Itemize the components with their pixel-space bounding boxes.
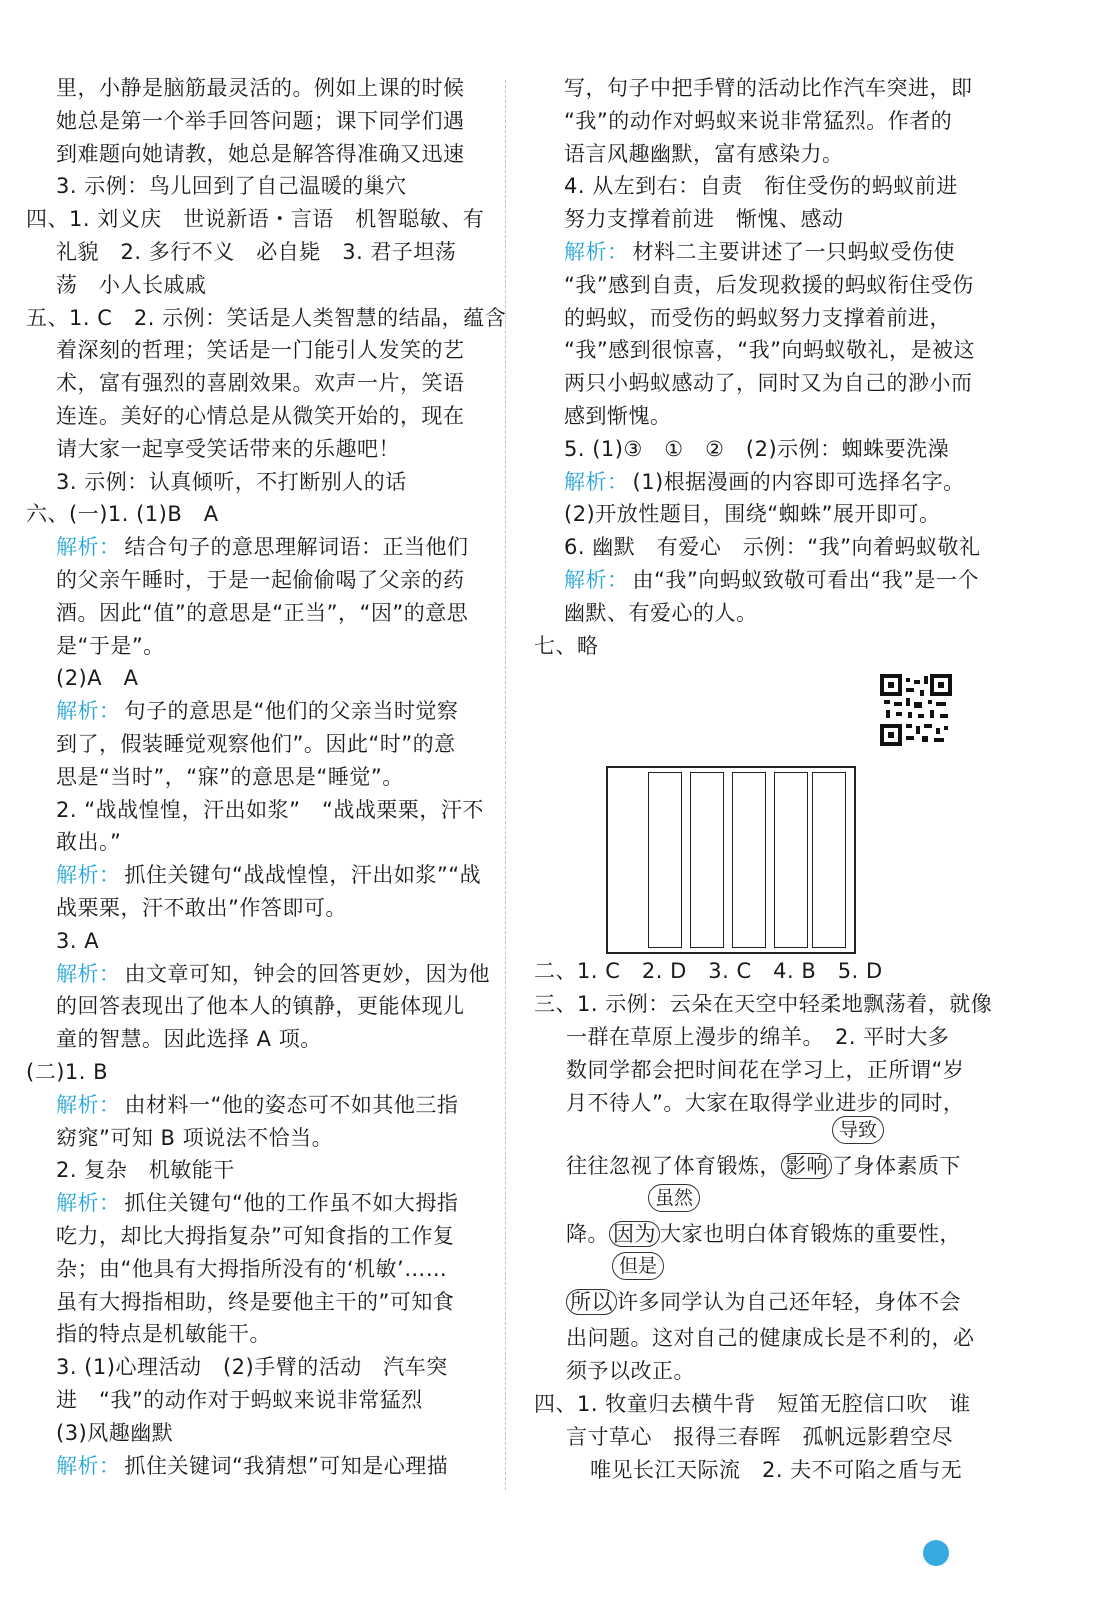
- right-text-line: 4. 从左到右：自责 衔住受伤的蚂蚁前进: [564, 174, 958, 199]
- right-text-line: 三、1. 示例：云朵在天空中轻柔地飘荡着，就像: [534, 992, 993, 1016]
- left-text-line: 2. “战战惶惶，汗出如浆” “战战栗栗，汗不: [56, 797, 484, 822]
- right-text-line: 解析： (1)根据漫画的内容即可选择名字。: [564, 469, 965, 494]
- right-text-line: 七、略: [534, 633, 599, 658]
- left-text-line: 窈窕”可知 B 项说法不恰当。: [56, 1125, 334, 1150]
- poem-line: [774, 772, 808, 948]
- right-text-line: “我”感到很惊喜，“我”向蚂蚁敬礼，是被这: [564, 338, 976, 363]
- edit-line-1: 往往忽视了体育锻炼， 影响 了身体素质下: [566, 1154, 961, 1178]
- left-text-line: 着深刻的哲理；笑话是一门能引人发笑的艺: [56, 338, 465, 363]
- left-text-line: 指的特点是机敏能干。: [56, 1322, 271, 1347]
- left-text-line: 里，小静是脑筋最灵活的。例如上课的时候: [56, 76, 465, 100]
- left-text-line: 杂；由“他具有大拇指所没有的‘机敏’……: [56, 1256, 448, 1281]
- left-text-line: 解析： 由文章可知，钟会的回答更妙，因为他: [56, 961, 490, 986]
- left-text-line: 是“于是”。: [56, 633, 165, 658]
- left-text-line: 3. A: [56, 928, 100, 953]
- left-text-line: (二)1. B: [26, 1060, 109, 1084]
- right-text-line: 努力支撑着前进 惭愧、感动: [564, 207, 844, 232]
- right-text-line: 出问题。这对自己的健康成长是不利的，必: [566, 1326, 975, 1350]
- right-text-line: 5. (1)③ ① ② (2)示例：蜘蛛要洗澡: [564, 436, 950, 461]
- left-text-line: (2)A A: [56, 666, 139, 691]
- left-text-line: 进 “我”的动作对于蚂蚁来说非常猛烈: [56, 1388, 423, 1412]
- left-text-line: 2. 复杂 机敏能干: [56, 1158, 235, 1183]
- left-text-line: 六、(一)1. (1)B A: [26, 502, 219, 527]
- page-number: [923, 1540, 949, 1566]
- right-text-line: 一群在草原上漫步的绵羊。 2. 平时大多: [566, 1025, 950, 1049]
- left-text-line: 请大家一起享受笑话带来的乐趣吧！: [56, 436, 400, 461]
- right-text-line: 解析： 由“我”向蚂蚁致敬可看出“我”是一个: [564, 568, 980, 592]
- right-text-line: 解析： 材料二主要讲述了一只蚂蚁受伤使: [564, 240, 955, 264]
- poem-line: [732, 772, 766, 948]
- qr-code-icon[interactable]: [880, 674, 952, 746]
- right-text-line: 月不待人”。大家在取得学业进步的同时，: [566, 1091, 965, 1115]
- left-text-line: 敢出。”: [56, 830, 122, 855]
- left-text-line: 四、1. 刘义庆 世说新语・言语 机智聪敏、有: [26, 207, 485, 232]
- edit-line-3: 所以 许多同学认为自己还年轻，身体不会: [566, 1286, 961, 1318]
- left-text-line: 解析： 句子的意思是“他们的父亲当时觉察: [56, 699, 459, 724]
- left-text-line: 解析： 抓住关键句“他的工作虽不如大拇指: [56, 1191, 459, 1216]
- right-text-line: 感到惭愧。: [564, 404, 672, 428]
- right-text-line: 语言风趣幽默，富有感染力。: [564, 141, 844, 166]
- circled-word: 影响: [781, 1153, 832, 1179]
- left-text-line: 她总是第一个举手回答问题；课下同学们遇: [56, 108, 465, 133]
- right-text-line: 数同学都会把时间花在学习上，正所谓“岁: [566, 1058, 965, 1082]
- left-text-line: 酒。因此“值”的意思是“正当”，“因”的意思: [56, 600, 469, 625]
- left-text-line: 荡 小人长戚戚: [56, 272, 207, 297]
- left-text-line: 3. (1)心理活动 (2)手臂的活动 汽车突: [56, 1355, 448, 1380]
- left-text-line: 解析： 结合句子的意思理解词语：正当他们: [56, 535, 469, 560]
- poem-author: [612, 772, 646, 948]
- right-text-line: 须予以改正。: [566, 1359, 695, 1383]
- poem-line: [648, 772, 682, 948]
- right-text-line: 幽默、有爱心的人。: [564, 600, 758, 625]
- left-text-line: 到难题向她请教，她总是解答得准确又迅速: [56, 141, 465, 166]
- poem-table: [606, 766, 856, 954]
- poem-line: [690, 772, 724, 948]
- edit-line-2: 降。 因为 大家也明白体育锻炼的重要性，: [566, 1222, 961, 1246]
- left-text-line: (3)风趣幽默: [56, 1420, 174, 1445]
- left-text-line: 五、1. C 2. 示例：笑话是人类智慧的结晶，蕴含: [26, 305, 507, 330]
- left-text-line: 童的智慧。因此选择 A 项。: [56, 1027, 322, 1052]
- right-text-line: 写，句子中把手臂的活动比作汽车突进，即: [564, 76, 973, 100]
- left-text-line: 战栗栗，汗不敢出”作答即可。: [56, 896, 347, 920]
- right-text-line: 言寸草心 报得三春晖 孤帆远影碧空尽: [566, 1425, 953, 1449]
- left-text-line: 连连。美好的心情总是从微笑开始的，现在: [56, 404, 465, 428]
- right-text-line: (2)开放性题目，围绕“蜘蛛”展开即可。: [564, 502, 941, 527]
- circled-word: 因为: [609, 1221, 660, 1247]
- column-divider: [505, 80, 506, 1490]
- poem-title: [812, 772, 846, 948]
- right-text-line: 两只小蚂蚁感动了，同时又为自己的渺小而: [564, 371, 973, 396]
- left-text-line: 礼貌 2. 多行不义 必自毙 3. 君子坦荡: [56, 240, 457, 264]
- left-text-line: 的回答表现出了他本人的镇静，更能体现儿: [56, 994, 465, 1019]
- right-text-line: 6. 幽默 有爱心 示例：“我”向着蚂蚁敬礼: [564, 535, 981, 560]
- left-text-line: 的父亲午睡时，于是一起偷偷喝了父亲的药: [56, 568, 465, 592]
- left-text-line: 解析： 抓住关键句“战战惶惶，汗出如浆”“战: [56, 863, 482, 888]
- right-text-line: 的蚂蚁，而受伤的蚂蚁努力支撑着前进，: [564, 305, 951, 330]
- left-text-line: 虽有大拇指相助，终是要他主干的”可知食: [56, 1289, 455, 1314]
- right-text-line: 二、1. C 2. D 3. C 4. B 5. D: [534, 959, 883, 983]
- left-text-line: 思是“当时”，“寐”的意思是“睡觉”。: [56, 764, 404, 789]
- inserted-word: 虽然: [648, 1184, 700, 1212]
- right-text-line: 唯见长江天际流 2. 夫不可陷之盾与无: [590, 1458, 963, 1482]
- right-text-line: “我”感到自责，后发现救援的蚂蚁衔住受伤: [564, 272, 974, 297]
- inserted-word: 导致: [832, 1116, 884, 1144]
- circled-word: 所以: [566, 1289, 617, 1315]
- inserted-word: 但是: [612, 1252, 664, 1280]
- left-text-line: 解析： 抓住关键词“我猜想”可知是心理描: [56, 1453, 449, 1478]
- left-text-line: 3. 示例：认真倾听，不打断别人的话: [56, 469, 407, 494]
- left-text-line: 术，富有强烈的喜剧效果。欢声一片，笑语: [56, 371, 465, 396]
- left-text-line: 到了，假装睡觉观察他们”。因此“时”的意: [56, 732, 456, 756]
- left-text-line: 吃力，却比大拇指复杂”可知食指的工作复: [56, 1224, 455, 1248]
- right-text-line: “我”的动作对蚂蚁来说非常猛烈。作者的: [564, 108, 953, 133]
- left-text-line: 3. 示例：鸟儿回到了自己温暖的巢穴: [56, 174, 407, 199]
- right-text-line: 四、1. 牧童归去横牛背 短笛无腔信口吹 谁: [534, 1392, 971, 1416]
- left-text-line: 解析： 由材料一“他的姿态可不如其他三指: [56, 1092, 459, 1117]
